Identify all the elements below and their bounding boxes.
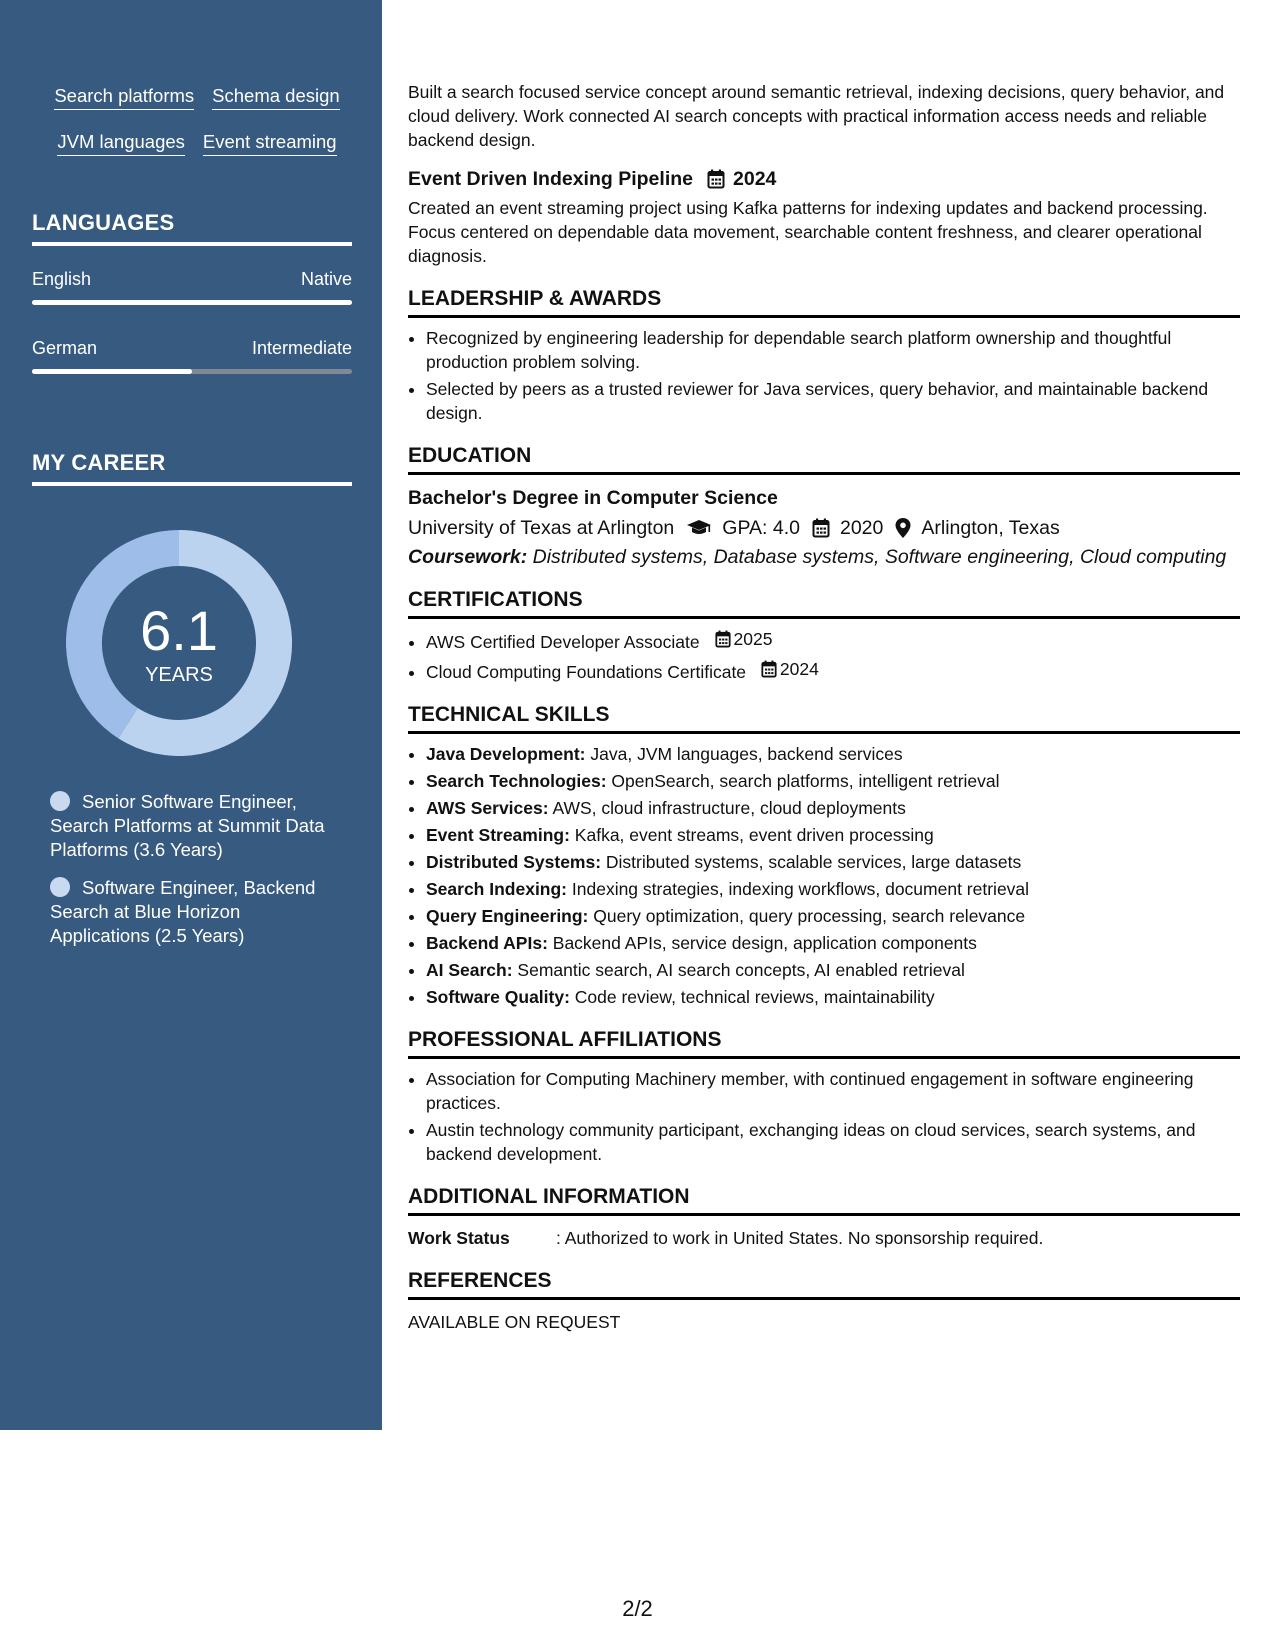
skill-value: AWS, cloud infrastructure, cloud deployments — [548, 798, 906, 818]
coursework-list: Distributed systems, Database systems, Software engineering, Cloud computing — [527, 546, 1227, 568]
skill-value: Code review, technical reviews, maintainability — [569, 987, 935, 1007]
skill-tag: Event streaming — [203, 132, 337, 156]
career-item-text: Software Engineer, Backend Search at Blue Horizon Applications (2.5 Years) — [50, 877, 316, 946]
language-name: German — [32, 338, 98, 358]
career-donut-chart — [66, 530, 292, 756]
calendar-icon — [707, 169, 725, 189]
skill-item — [426, 742, 1240, 766]
skill-tag: JVM languages — [57, 132, 185, 156]
skill-tags — [32, 86, 362, 178]
certification-name: Cloud Computing Foundations Certificate — [426, 662, 747, 682]
skill-label: AWS Services: — [426, 798, 549, 818]
certification-name: AWS Certified Developer Associate — [426, 632, 700, 652]
list-item: • Austin technology community participant, exchanging ideas on cloud services, search systems, and backend development. — [426, 1118, 1240, 1166]
graduation-year: 2020 — [839, 517, 884, 539]
skill-value: Kafka, event streams, event driven processing — [569, 825, 934, 845]
skill-label: Java Development: — [426, 744, 586, 764]
bullet-dot-icon — [50, 791, 70, 811]
skill-value: Backend APIs, service design, application components — [547, 933, 977, 953]
skills-list — [408, 742, 1240, 1009]
project-description: Created an event streaming project using Kafka patterns for indexing updates and backend processing. Focus centered on dependable data movement, searchable content freshness, and clearer operational diagnosis. — [408, 198, 1208, 266]
skill-value: OpenSearch, search platforms, intelligent retrieval — [606, 771, 1000, 791]
skill-label: Search Indexing: — [426, 879, 568, 899]
calendar-icon — [812, 518, 830, 538]
language-bar — [32, 369, 352, 374]
language-level: Native — [300, 269, 352, 289]
tag-row — [32, 132, 362, 156]
project-title-row — [408, 166, 1240, 192]
language-level: Intermediate — [251, 338, 352, 358]
gpa: GPA: 4.0 — [722, 517, 800, 539]
language-bar-fill — [32, 369, 192, 374]
skill-label: AI Search: — [426, 960, 513, 980]
skill-label: Backend APIs: — [426, 933, 548, 953]
project-year: 2024 — [733, 168, 777, 190]
work-status-row — [408, 1226, 1240, 1250]
certifications-heading: CERTIFICATIONS — [408, 587, 1240, 619]
skill-item — [426, 931, 1240, 955]
list-item: • Association for Computing Machinery member, with continued engagement in software engineering practices. — [426, 1067, 1240, 1115]
skill-item — [426, 985, 1240, 1009]
skill-tag: Schema design — [212, 86, 340, 110]
skill-item — [426, 958, 1240, 982]
page-number: 2/2 — [622, 1596, 653, 1621]
list-item: • Recognized by engineering leadership for dependable search platform ownership and thoughtful production problem solving. — [426, 326, 1240, 374]
skill-label: Event Streaming: — [426, 825, 570, 845]
school-location: Arlington, Texas — [921, 517, 1060, 539]
additional-info-heading: ADDITIONAL INFORMATION — [408, 1184, 1240, 1216]
location-pin-icon — [895, 518, 911, 538]
skill-item — [426, 877, 1240, 901]
project-intro: Built a search focused service concept around semantic retrieval, indexing decisions, query behavior, and cloud delivery. Work connected AI search concepts with practical information access needs and reliable backend design. — [408, 82, 1225, 150]
career-item — [50, 790, 330, 862]
education-meta — [408, 515, 1240, 541]
list-item: • Selected by peers as a trusted reviewer for Java services, query behavior, and maintainable backend design. — [426, 377, 1240, 425]
skill-item — [426, 769, 1240, 793]
references-heading: REFERENCES — [408, 1268, 1240, 1300]
bullet-dot-icon — [50, 877, 70, 897]
skill-value: Indexing strategies, indexing workflows, document retrieval — [567, 879, 1030, 899]
references-text: AVAILABLE ON REQUEST — [408, 1312, 621, 1332]
language-item — [32, 337, 352, 374]
skill-label: Software Quality: — [426, 987, 570, 1007]
skill-item — [426, 823, 1240, 847]
calendar-icon — [761, 660, 777, 678]
language-item — [32, 268, 352, 305]
skill-item — [426, 904, 1240, 928]
tag-row — [32, 86, 362, 110]
degree-title: Bachelor's Degree in Computer Science — [408, 487, 778, 509]
languages-heading: LANGUAGES — [32, 210, 352, 246]
leadership-heading: LEADERSHIP & AWARDS — [408, 286, 1240, 318]
skill-value: Java, JVM languages, backend services — [585, 744, 903, 764]
affiliations-heading: PROFESSIONAL AFFILIATIONS — [408, 1027, 1240, 1059]
career-item-text: Senior Software Engineer, Search Platforms at Summit Data Platforms (3.6 Years) — [50, 791, 325, 860]
certification-item — [426, 627, 1240, 654]
skill-value: Semantic search, AI search concepts, AI enabled retrieval — [512, 960, 965, 980]
career-item — [50, 876, 330, 948]
career-unit: YEARS — [145, 664, 213, 686]
language-bar-fill — [32, 300, 352, 305]
certification-year: 2024 — [779, 659, 819, 679]
skill-value: Query optimization, query processing, search relevance — [588, 906, 1026, 926]
education-heading: EDUCATION — [408, 443, 1240, 475]
language-bar — [32, 300, 352, 305]
school-name: University of Texas at Arlington — [408, 517, 675, 539]
career-heading: MY CAREER — [32, 450, 352, 486]
skill-value: Distributed systems, scalable services, large datasets — [601, 852, 1022, 872]
leadership-list — [408, 326, 1240, 425]
coursework-label: Coursework: — [408, 546, 528, 568]
skill-label: Search Technologies: — [426, 771, 607, 791]
affiliations-list — [408, 1067, 1240, 1166]
work-status-value: : Authorized to work in United States. No sponsorship required. — [556, 1228, 1044, 1248]
calendar-icon — [715, 630, 731, 648]
certification-item — [426, 657, 1240, 684]
main-content — [408, 80, 1240, 1333]
skill-label: Distributed Systems: — [426, 852, 602, 872]
coursework — [408, 545, 1240, 569]
project-title: Event Driven Indexing Pipeline — [408, 168, 693, 190]
graduation-cap-icon — [686, 519, 712, 537]
skills-heading: TECHNICAL SKILLS — [408, 702, 1240, 734]
skill-tag: Search platforms — [54, 86, 194, 110]
language-name: English — [32, 269, 92, 289]
career-total: 6.1 — [140, 599, 218, 662]
skill-item — [426, 850, 1240, 874]
work-status-label: Work Status — [408, 1228, 510, 1248]
certifications-list — [408, 627, 1240, 684]
certification-year: 2025 — [733, 629, 773, 649]
sidebar — [0, 0, 382, 1430]
skill-label: Query Engineering: — [426, 906, 589, 926]
skill-item — [426, 796, 1240, 820]
